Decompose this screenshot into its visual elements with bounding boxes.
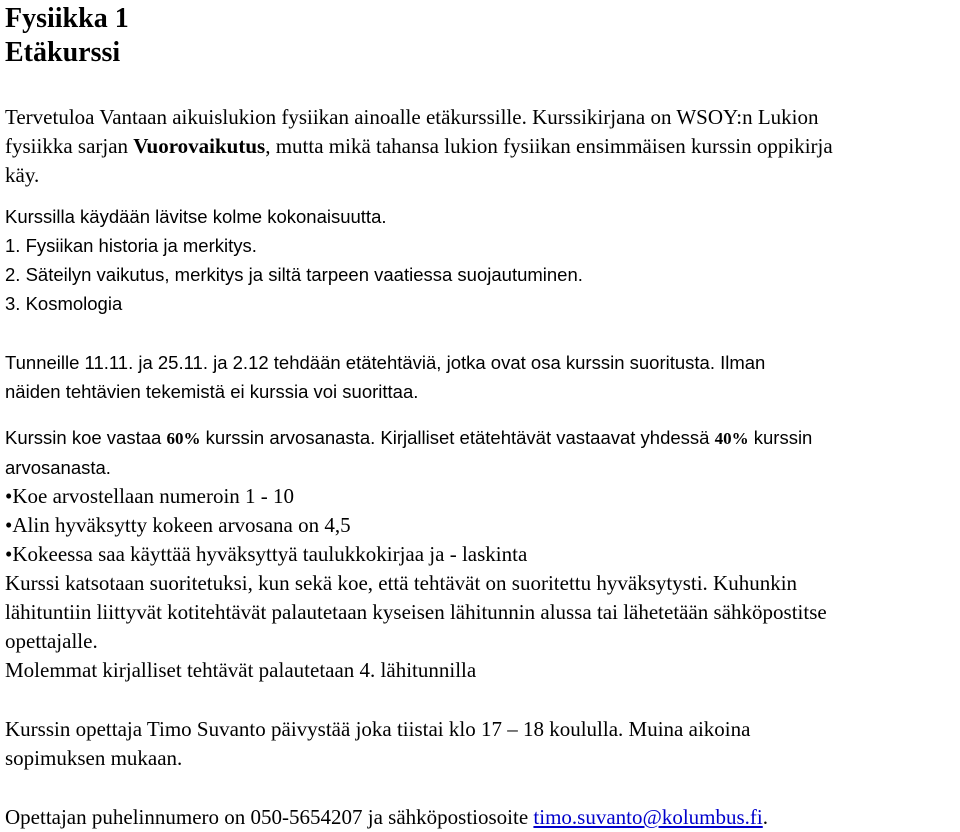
intro-line-2: fysiikka sarjan Vuorovaikutus, mutta mikä tahansa lukion fysiikan ensimmäisen kurssin oppikirja: [5, 134, 833, 158]
teacher-paragraph: [5, 715, 955, 773]
tasks-paragraph: [5, 348, 955, 406]
tasks-line-1: Tunneille 11.11. ja 25.11. ja 2.12 tehdään etätehtäviä, jotka ovat osa kurssin suoritusta. Ilman: [5, 352, 766, 373]
tasks-line-2: näiden tehtävien tekemistä ei kurssia voi suorittaa.: [5, 381, 419, 402]
intro-line-3: käy.: [5, 163, 40, 187]
contents-item: 2. Säteilyn vaikutus, merkitys ja siltä tarpeen vaatiessa suojautuminen.: [5, 264, 583, 285]
completion-line-1: Kurssi katsotaan suoritetuksi, kun sekä koe, että tehtävät on suoritettu hyväksytysti. Kuhunkin: [5, 571, 798, 595]
contents-heading: Kurssilla käydään lävitse kolme kokonaisuutta.: [5, 206, 387, 227]
title-line-2: Etäkurssi: [5, 37, 121, 68]
teacher-line-1: Kurssin opettaja Timo Suvanto päivystää joka tiistai klo 17 – 18 koululla. Muina aikoina: [5, 717, 751, 741]
teacher-line-2: sopimuksen mukaan.: [5, 746, 183, 770]
completion-line-3: opettajalle.: [5, 629, 98, 653]
intro-line-1: Tervetuloa Vantaan aikuislukion fysiikan ainoalle etäkurssille. Kurssikirjana on WSOY:n Lukion: [5, 105, 819, 129]
contents-section: [5, 202, 955, 318]
grading-line-1: Kurssin koe vastaa 60% kurssin arvosanasta. Kirjalliset etätehtävät vastaavat yhdessä 40% kurssin: [5, 427, 813, 448]
completion-line-2: lähituntiin liittyvät kotitehtävät palautetaan kyseisen lähitunnin alussa tai lähetetään sähköpostitse: [5, 600, 827, 624]
return-note: Molemmat kirjalliset tehtävät palautetaan 4. lähitunnilla: [5, 658, 477, 682]
bullet-item: • Koe arvostellaan numeroin 1 - 10: [5, 482, 955, 511]
title-line-1: Fysiikka 1: [5, 3, 129, 34]
document-page: [5, 0, 955, 832]
contents-item: 1. Fysiikan historia ja merkitys.: [5, 235, 257, 256]
bullet-item: • Kokeessa saa käyttää hyväksyttyä taulukkokirjaa ja - laskinta: [5, 540, 955, 569]
grading-line-2: arvosanasta.: [5, 457, 111, 478]
contact-line: Opettajan puhelinnumero on 050-5654207 ja sähköpostiosoite timo.suvanto@kolumbus.fi.: [5, 805, 769, 829]
intro-paragraph: [5, 103, 955, 190]
book-name: Vuorovaikutus: [133, 134, 266, 158]
email-link[interactable]: timo.suvanto@kolumbus.fi: [533, 805, 763, 829]
contents-item: 3. Kosmologia: [5, 293, 123, 314]
grading-section: [5, 423, 955, 685]
bullet-item: • Alin hyväksytty kokeen arvosana on 4,5: [5, 511, 955, 540]
exam-percent: 60%: [166, 429, 201, 448]
page-title: [5, 0, 955, 70]
tasks-percent: 40%: [714, 429, 749, 448]
